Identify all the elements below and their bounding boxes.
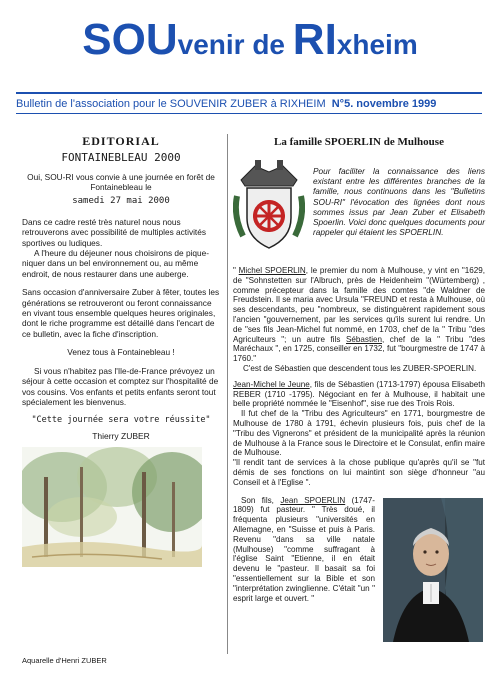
son-prefix: Son fils, bbox=[241, 495, 281, 505]
masthead bbox=[0, 15, 500, 64]
pastor-portrait bbox=[383, 498, 483, 642]
pastor-block bbox=[233, 496, 485, 604]
editorial-signature: Thierry ZUBER bbox=[92, 431, 150, 442]
editorial-p4: Sans occasion d'anniversaire Zuber à fêter, toutes les générations se retrouveront ou feront connaissance en vivant tous ensemble quelques heures originales, dont le riche programme est détaillé dans l'encart de ce bulletin, avec la fiche d'inscription. bbox=[22, 287, 220, 339]
family-title: La famille SPOERLIN de Mulhouse bbox=[274, 136, 444, 148]
painting-caption: Aquarelle d'Henri ZUBER bbox=[22, 656, 107, 665]
editorial-title: EDITORIAL bbox=[82, 134, 160, 148]
family-column bbox=[233, 134, 485, 603]
intro-block bbox=[233, 156, 485, 266]
coat-of-arms-icon bbox=[233, 156, 305, 258]
jeune-text: , fils de Sébastien (1713-1797) épousa Elisabeth REBER (1710 -1795). Négociant en fer à Mulhouse, il habitait une belle propriété nommée le "Eisenhof", sise rue des Trois Rois. bbox=[233, 379, 485, 409]
bulletin-text: Bulletin de l'association pour le SOUVENIR ZUBER à RIXHEIM bbox=[16, 98, 326, 110]
family-intro: Pour faciliter la connaissance des liens existant entre les différentes branches de la famille, nous continuons dans les "Bulletins SOU-RI" l'évocation des lignées dont nous sommes issus par Jean Zuber et Elisabeth Spoerlin. Voici donc quelques documents pour rappeler qui étaient les SPOERLIN. bbox=[313, 166, 485, 237]
masthead-sou: SOU bbox=[82, 15, 178, 64]
son-name: Jean SPOERLIN bbox=[280, 495, 346, 505]
editorial-column bbox=[22, 134, 220, 567]
michel-name: Michel SPOERLIN bbox=[238, 266, 306, 275]
editorial-place: FONTAINEBLEAU 2000 bbox=[61, 151, 181, 164]
masthead-venir-de: venir de bbox=[177, 29, 293, 60]
editorial-p5: Venez tous à Fontainebleau ! bbox=[67, 347, 175, 358]
sebastien-text: , chef de la " Tribu "des Maréchaux ", en 1725, conseiller en 1732, fut "bourgmestre de 1747 à 1760." bbox=[233, 334, 485, 364]
editorial-quote: "Cette journée sera votre réussite" bbox=[31, 415, 211, 426]
michel-paragraph: " Michel SPOERLIN, le premier du nom à Mulhouse, y vint en "1629, de "Sohnstetten sur l'Albruch, près de Heidenheim "(Würtemberg) , comme précepteur dans la famille des comtes "de Waldner de Freudstein. Il se maria avec Ursula "FREUND et resta à Mulhouse, où ses descendants, peu "nombreux, se distinguèrent rapidement sous l'ancien "gouvernement, par les services qu'ils surent lui rendre. Un de "ses fils Jean-Michel fut nommé, en 1703, chef de la " Tribu "des Agriculteurs "; un autre fils Sébastien, chef de la " Tribu "des Maréchaux ", en 1725, conseiller en 1732, fut "bourgmestre de 1747 à 1760." bbox=[233, 266, 485, 364]
jeune-paragraph bbox=[233, 380, 485, 409]
editorial-p2: Dans ce cadre resté très naturel nous nous retrouverons avec possibilité de multiples activités sportives ou ludiques. bbox=[22, 216, 206, 248]
chef-paragraph: Il fut chef de la "Tribu des Agriculteurs" en 1771, bourgmestre de Mulhouse de 1780 à 1791, échevin plusieurs fois, puis chef de la "Tribu des Vignerons" et président de la municipalité après la réunion de Mulhouse à la France sous le Directoire et le Consulat, enfin maire de Mulhouse. bbox=[233, 409, 485, 458]
sebastien-name: Sébastien bbox=[346, 334, 382, 344]
masthead-xheim: xheim bbox=[336, 29, 418, 60]
editorial-p6: Si vous n'habitez pas l'Ile-de-France prévoyez un séjour à cette occasion et comptez sur l'hospitalité de vos cousins. Vos enfants et petits enfants seront tout spécialement les bienvenus. bbox=[22, 365, 219, 407]
editorial-p3: A l'heure du déjeuner nous choisirons de pique-niquer dans un bel environnement ou, au même endroit, de nous restaurer dans une auberge. bbox=[22, 248, 210, 279]
editorial-p1: Oui, SOU-RI vous convie à une journée en forêt de Fontainebleau le bbox=[27, 172, 215, 193]
jeune-name: Jean-Michel le Jeune bbox=[233, 379, 310, 389]
bulletin-issue: N°5. novembre 1999 bbox=[331, 98, 437, 110]
descendants-paragraph: C'est de Sébastien que descendent tous les ZUBER-SPOERLIN. bbox=[243, 363, 477, 373]
services-paragraph: "Il rendit tant de services à la chose publique qu'après qu'il se "fut démis de ses fonctions on lui maintint son siège d'honneur "au Conseil et à l'Eglise ". bbox=[233, 458, 485, 487]
bulletin-line bbox=[16, 92, 482, 114]
son-text: (1747-1809) fut pasteur. " Très doué, il fréquenta plusieurs "universités en Allemagne, en "Suisse et puis à Paris. Revenu "dans sa ville natale (Mulhouse) "comme suffragant à l'église Saint "Etienne, il en était devenu le "pasteur. Il basait sa foi "essentiellement sur la Bible et son "interprétation zwinglienne. C'était "un " esprit large et ouvert. " bbox=[233, 495, 375, 603]
column-divider bbox=[227, 134, 228, 654]
michel-text: , le premier du nom à Mulhouse, y vint en "1629, de "Sohnstetten sur l'Albruch, près de Heidenheim "(Würtemberg) , comme précepteur dans la famille des comtes "de Waldner de Freudstein. Il se maria avec Ursula "FREUND et resta à Mulhouse, où ses descendants, peu "nombreux, se distinguèrent rapidement sous l'ancien "gouvernement, par les services qu'ils surent lui rendre. Un de "ses fils Jean-Michel fut nommé, en 1703, chef de la " Tribu "des Agriculteurs "; un autre fils bbox=[233, 266, 485, 344]
watercolor-painting bbox=[22, 447, 202, 567]
son-paragraph bbox=[233, 496, 375, 604]
masthead-ri: RI bbox=[292, 15, 337, 64]
event-date: samedi 27 mai 2000 bbox=[72, 195, 170, 206]
